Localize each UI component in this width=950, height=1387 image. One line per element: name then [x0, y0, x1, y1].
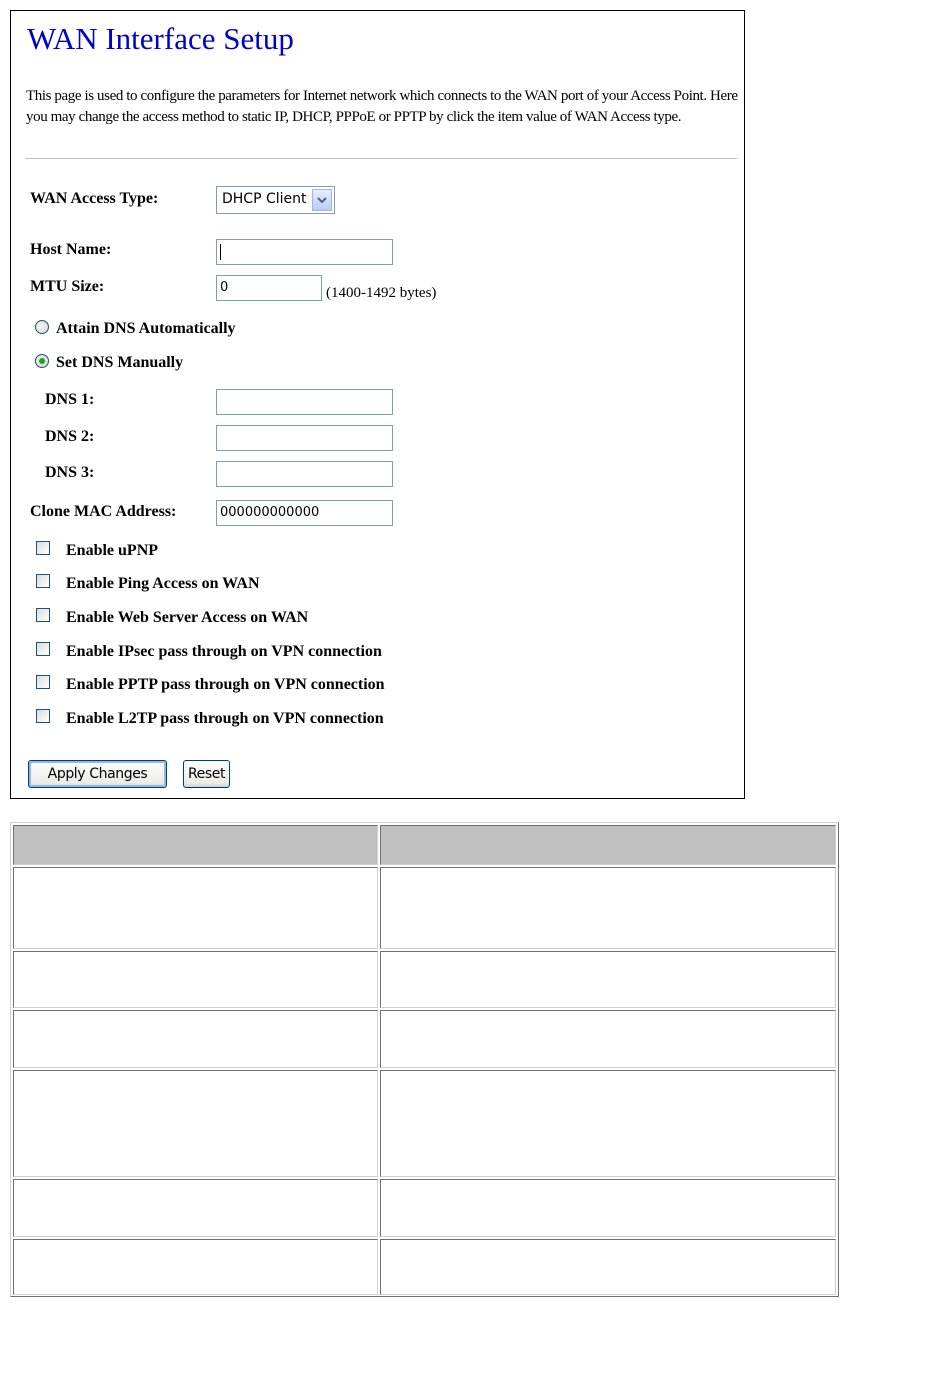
table-cell — [380, 1179, 836, 1237]
enable-ping-checkbox[interactable] — [36, 574, 50, 588]
enable-upnp-label: Enable uPNP — [66, 542, 159, 559]
mtu-size-input[interactable]: 0 — [216, 275, 322, 301]
dns-manual-radio[interactable] — [35, 354, 49, 368]
mtu-size-hint: (1400-1492 bytes) — [326, 285, 437, 301]
table-cell — [13, 1179, 378, 1237]
dns1-input[interactable] — [216, 389, 393, 415]
table-cell — [13, 867, 378, 949]
table-cell — [13, 1239, 378, 1295]
table-cell — [13, 951, 378, 1008]
table-cell — [13, 1010, 378, 1068]
table-header-cell — [380, 825, 836, 865]
dns3-label: DNS 3: — [45, 464, 95, 481]
enable-ipsec-checkbox[interactable] — [36, 642, 50, 656]
dns-auto-label: Attain DNS Automatically — [56, 320, 236, 337]
table-cell — [380, 1239, 836, 1295]
enable-web-server-checkbox[interactable] — [36, 608, 50, 622]
enable-l2tp-label: Enable L2TP pass through on VPN connection — [66, 710, 384, 727]
reset-button[interactable]: Reset — [183, 760, 230, 788]
table-header-cell — [13, 825, 378, 865]
table-cell — [380, 951, 836, 1008]
wan-access-type-label: WAN Access Type: — [30, 190, 159, 207]
host-name-input[interactable] — [216, 239, 393, 265]
enable-l2tp-checkbox[interactable] — [36, 709, 50, 723]
wan-access-type-value: DHCP Client — [222, 191, 307, 207]
host-name-label: Host Name: — [30, 241, 112, 258]
table-cell — [380, 1070, 836, 1177]
table-cell — [380, 1010, 836, 1068]
enable-ipsec-label: Enable IPsec pass through on VPN connection — [66, 643, 382, 660]
enable-web-server-label: Enable Web Server Access on WAN — [66, 609, 309, 626]
table-cell — [380, 867, 836, 949]
dns2-input[interactable] — [216, 425, 393, 451]
chevron-down-icon[interactable] — [312, 189, 332, 211]
clone-mac-input[interactable]: 000000000000 — [216, 500, 393, 526]
wan-setup-panel — [10, 10, 745, 799]
divider — [25, 158, 737, 159]
page-title: WAN Interface Setup — [27, 21, 294, 56]
dns2-label: DNS 2: — [45, 428, 95, 445]
dns-auto-radio[interactable] — [35, 320, 49, 334]
dns-manual-label: Set DNS Manually — [56, 354, 184, 371]
clone-mac-label: Clone MAC Address: — [30, 503, 177, 520]
table-cell — [13, 1070, 378, 1177]
description-table — [10, 822, 839, 1297]
dns3-input[interactable] — [216, 461, 393, 487]
enable-ping-label: Enable Ping Access on WAN — [66, 575, 260, 592]
wan-access-type-select[interactable] — [216, 186, 335, 214]
enable-upnp-checkbox[interactable] — [36, 541, 50, 555]
mtu-size-label: MTU Size: — [30, 278, 105, 295]
text-cursor — [220, 244, 221, 260]
dns1-label: DNS 1: — [45, 391, 95, 408]
apply-changes-button[interactable]: Apply Changes — [28, 760, 167, 788]
enable-pptp-checkbox[interactable] — [36, 675, 50, 689]
page-description: This page is used to configure the parameters for Internet network which connects to the WAN port of your Access Point. Here you may change the access method to static IP, DHCP, PPPoE or PPTP by click the item value of WAN Access type. — [26, 88, 738, 125]
enable-pptp-label: Enable PPTP pass through on VPN connection — [66, 676, 385, 693]
